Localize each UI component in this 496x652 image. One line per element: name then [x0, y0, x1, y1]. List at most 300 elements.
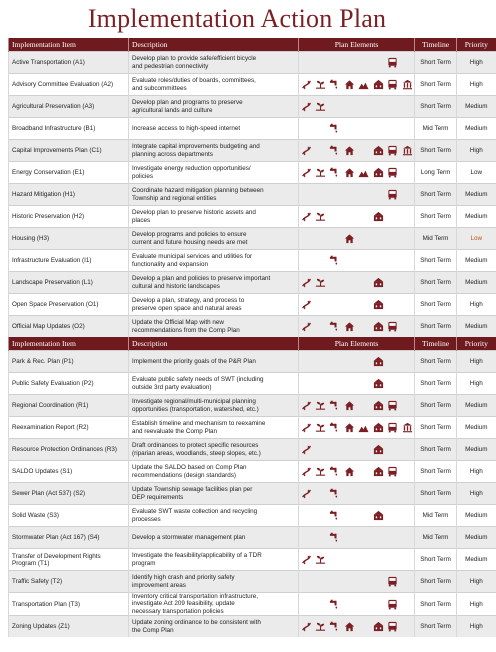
bus-icon	[386, 466, 401, 477]
plan-element-cell	[371, 96, 386, 118]
plan-element-cell	[299, 417, 314, 439]
table-row	[9, 571, 496, 593]
plan-element-cell	[313, 162, 328, 184]
plan-element-cell	[342, 118, 357, 140]
priority-value: Medium	[457, 439, 496, 461]
header-implementation-item: Implementation Item	[9, 337, 129, 351]
table-row	[9, 96, 496, 118]
community-icon	[371, 378, 386, 389]
item-description	[129, 616, 299, 638]
description-line: Update the Official Map with new	[132, 319, 224, 327]
plan-element-cell	[357, 162, 372, 184]
plan-element-cell	[313, 505, 328, 527]
transport-icon	[299, 400, 313, 411]
item-description	[129, 250, 299, 272]
implementation-item	[9, 571, 129, 593]
agriculture-icon	[313, 211, 328, 222]
plan-element-cell	[328, 118, 343, 140]
implementation-item	[9, 439, 129, 461]
plan-element-cell	[313, 206, 328, 228]
table-row	[9, 316, 496, 338]
header-description: Description	[129, 38, 299, 52]
bus-icon	[386, 145, 401, 156]
plan-element-cell	[342, 549, 357, 571]
table-row	[9, 184, 496, 206]
landscape-icon	[357, 167, 372, 178]
plan-element-cell	[342, 351, 357, 373]
plan-element-cell	[400, 162, 415, 184]
header-plan-elements: Plan Elements	[299, 38, 415, 52]
plan-element-cell	[299, 96, 314, 118]
plan-element-cell	[299, 162, 314, 184]
housing-icon	[342, 621, 357, 632]
description-line: Investigate energy reduction opportunities/	[132, 165, 251, 173]
transport-icon	[299, 299, 313, 310]
plan-element-cell	[313, 228, 328, 250]
timeline-value: Short Term	[415, 250, 457, 272]
timeline-value: Short Term	[415, 52, 457, 74]
table-row	[9, 417, 496, 439]
plan-element-cell	[313, 527, 328, 549]
implementation-item-name: Capital Improvements Plan (C1)	[12, 147, 102, 154]
item-description	[129, 373, 299, 395]
table-row	[9, 250, 496, 272]
plan-element-cell	[386, 571, 401, 593]
priority-value: Medium	[457, 250, 496, 272]
priority-value: Medium	[457, 272, 496, 294]
plan-element-cell	[371, 616, 386, 638]
plan-element-cell	[328, 184, 343, 206]
plan-element-cell	[386, 52, 401, 74]
plan-element-cell	[371, 74, 386, 96]
transport-icon	[299, 444, 313, 455]
item-description	[129, 184, 299, 206]
infrastructure-icon	[328, 422, 343, 433]
plan-element-cell	[386, 294, 401, 316]
implementation-item-name: Transfer of Development Rights	[12, 552, 101, 560]
plan-element-cell	[400, 96, 415, 118]
timeline-value: Mid Term	[415, 527, 457, 549]
implementation-item	[9, 206, 129, 228]
plan-element-cell	[342, 250, 357, 272]
plan-element-cell	[371, 316, 386, 338]
plan-element-cell	[386, 316, 401, 338]
description-line: Develop plan and programs to preserve	[132, 99, 243, 107]
plan-element-cell	[313, 593, 328, 616]
table-row	[9, 483, 496, 505]
implementation-item-name: Stormwater Plan (Act 167) (S4)	[12, 534, 100, 541]
agriculture-icon	[313, 466, 328, 477]
bus-icon	[386, 599, 401, 610]
description-line: Establish timeline and mechanism to reexamine	[132, 420, 266, 428]
community-icon	[371, 145, 386, 156]
plan-element-cell	[342, 373, 357, 395]
description-line: Investigate the feasibility/applicability of a TDR	[132, 552, 262, 560]
plan-element-cell	[342, 439, 357, 461]
plan-element-cell	[342, 616, 357, 638]
plan-element-cell	[328, 52, 343, 74]
implementation-item	[9, 373, 129, 395]
description-line: Inventory critical transportation infrastructure,	[132, 593, 258, 600]
timeline-value: Short Term	[415, 571, 457, 593]
priority-value: Medium	[457, 549, 496, 571]
implementation-item-name: Sewer Plan (Act 537) (S2)	[12, 490, 86, 497]
plan-element-cell	[328, 250, 343, 272]
description-line: Township and regional entities	[132, 194, 217, 202]
description-line: improvement areas	[132, 581, 186, 589]
implementation-item	[9, 316, 129, 338]
plan-element-cell	[313, 74, 328, 96]
implementation-item	[9, 505, 129, 527]
plan-element-cell	[357, 571, 372, 593]
plan-element-cell	[400, 505, 415, 527]
transport-icon	[299, 554, 313, 565]
description-line: cultural and historic landscapes	[132, 282, 220, 290]
implementation-item	[9, 74, 129, 96]
transport-icon	[299, 101, 313, 112]
implementation-item-name: Official Map Updates (O2)	[12, 323, 85, 330]
community-icon	[371, 422, 386, 433]
transport-icon	[299, 422, 313, 433]
table-row	[9, 294, 496, 316]
description-line: recommendations (design standards)	[132, 471, 236, 479]
implementation-item	[9, 294, 129, 316]
item-description	[129, 395, 299, 417]
plan-element-cell	[386, 228, 401, 250]
implementation-item-name: Open Space Preservation (O1)	[12, 301, 99, 308]
plan-element-cell	[342, 52, 357, 74]
bus-icon	[386, 576, 401, 587]
plan-element-cell	[328, 373, 343, 395]
table-row	[9, 593, 496, 616]
plan-element-cell	[386, 272, 401, 294]
transport-icon	[299, 488, 313, 499]
header-description: Description	[129, 337, 299, 351]
plan-element-cell	[328, 96, 343, 118]
description-line: and reevaluate the Comp Plan	[132, 427, 218, 435]
timeline-value: Short Term	[415, 140, 457, 162]
plan-element-cell	[299, 140, 314, 162]
transport-icon	[299, 145, 313, 156]
plan-element-cell	[371, 52, 386, 74]
plan-element-cell	[357, 593, 372, 616]
infrastructure-icon	[328, 321, 343, 332]
item-description	[129, 162, 299, 184]
item-description	[129, 527, 299, 549]
implementation-item-name: Historic Preservation (H2)	[12, 213, 85, 220]
housing-icon	[342, 400, 357, 411]
plan-element-cell	[357, 96, 372, 118]
description-line: Investigate regional/multi-municipal planning	[132, 398, 256, 406]
priority-value: High	[457, 373, 496, 395]
timeline-value: Mid Term	[415, 505, 457, 527]
community-icon	[371, 321, 386, 332]
plan-element-cell	[299, 571, 314, 593]
item-description	[129, 228, 299, 250]
priority-value: High	[457, 140, 496, 162]
plan-element-cell	[400, 461, 415, 483]
transport-icon	[299, 321, 313, 332]
implementation-item	[9, 140, 129, 162]
community-icon	[371, 356, 386, 367]
item-description	[129, 272, 299, 294]
description-line: Develop plan to provide safe/efficient bicycle	[132, 55, 257, 63]
implementation-item-name: Advisory Committee Evaluation (A2)	[12, 81, 114, 88]
plan-element-cell	[357, 395, 372, 417]
plan-element-cell	[386, 74, 401, 96]
transport-icon	[299, 167, 313, 178]
infrastructure-icon	[328, 123, 343, 134]
plan-element-cell	[328, 294, 343, 316]
housing-icon	[342, 145, 357, 156]
plan-element-cell	[386, 483, 401, 505]
plan-element-cell	[313, 184, 328, 206]
timeline-value: Short Term	[415, 294, 457, 316]
priority-value: High	[457, 52, 496, 74]
plan-element-cell	[386, 395, 401, 417]
plan-element-cell	[299, 395, 314, 417]
bus-icon	[386, 621, 401, 632]
plan-element-cell	[371, 571, 386, 593]
plan-element-cell	[299, 351, 314, 373]
implementation-item-name: Public Safety Evaluation (P2)	[12, 380, 94, 387]
priority-value: High	[457, 461, 496, 483]
landscape-icon	[357, 79, 372, 90]
description-line: current and future housing needs are met	[132, 238, 248, 246]
transport-icon	[299, 277, 313, 288]
table-row	[9, 505, 496, 527]
plan-element-cell	[400, 250, 415, 272]
plan-element-cell	[400, 351, 415, 373]
bus-icon	[386, 57, 401, 68]
table-row	[9, 74, 496, 96]
description-line: Integrate capital improvements budgeting and	[132, 143, 260, 151]
plan-element-cell	[299, 593, 314, 616]
bus-icon	[386, 189, 401, 200]
plan-element-cell	[299, 483, 314, 505]
agriculture-icon	[313, 554, 328, 565]
agriculture-icon	[313, 79, 328, 90]
timeline-value: Short Term	[415, 74, 457, 96]
table-row	[9, 373, 496, 395]
implementation-item	[9, 593, 129, 616]
timeline-value: Short Term	[415, 439, 457, 461]
priority-value: Medium	[457, 184, 496, 206]
implementation-item-name: SALDO Updates (S1)	[12, 468, 73, 475]
table-row	[9, 206, 496, 228]
plan-element-cell	[386, 461, 401, 483]
priority-value: High	[457, 483, 496, 505]
description-line: Update Township sewage facilities plan per	[132, 486, 253, 494]
plan-element-cell	[371, 461, 386, 483]
plan-element-cell	[328, 417, 343, 439]
description-line: Develop plan to preserve historic assets and	[132, 209, 256, 217]
table-row	[9, 228, 496, 250]
plan-element-cell	[342, 228, 357, 250]
priority-value: Medium	[457, 527, 496, 549]
item-description	[129, 571, 299, 593]
implementation-item	[9, 351, 129, 373]
plan-element-cell	[299, 461, 314, 483]
plan-element-cell	[386, 616, 401, 638]
description-line: policies	[132, 172, 153, 180]
description-line: and subcommittees	[132, 84, 187, 92]
plan-element-cell	[313, 461, 328, 483]
timeline-value: Short Term	[415, 351, 457, 373]
implementation-item-name: Energy Conservation (E1)	[12, 169, 85, 176]
plan-element-cell	[400, 593, 415, 616]
description-line: Update the SALDO based on Comp Plan	[132, 464, 247, 472]
item-description	[129, 140, 299, 162]
plan-element-cell	[357, 250, 372, 272]
plan-element-cell	[299, 250, 314, 272]
plan-element-cell	[342, 162, 357, 184]
plan-element-cell	[371, 272, 386, 294]
item-description	[129, 118, 299, 140]
plan-element-cell	[400, 206, 415, 228]
plan-element-cell	[357, 140, 372, 162]
description-line: opportunities (transportation, watershed, etc.)	[132, 405, 259, 413]
description-line: Evaluate SWT waste collection and recycling	[132, 508, 258, 516]
plan-element-cell	[357, 294, 372, 316]
item-description	[129, 351, 299, 373]
priority-value: Medium	[457, 206, 496, 228]
plan-element-cell	[328, 549, 343, 571]
description-line: investigate Act 209 feasibility, update	[132, 600, 235, 608]
plan-element-cell	[371, 505, 386, 527]
implementation-item	[9, 96, 129, 118]
implementation-item-name: Hazard Mitigation (H1)	[12, 191, 75, 198]
plan-element-cell	[342, 505, 357, 527]
description-line: recommendations from the Comp Plan	[132, 326, 240, 334]
priority-value: High	[457, 351, 496, 373]
infrastructure-icon	[328, 255, 343, 266]
item-description	[129, 316, 299, 338]
plan-element-cell	[313, 250, 328, 272]
infrastructure-icon	[328, 79, 343, 90]
infrastructure-icon	[328, 167, 343, 178]
description-line: functionality and expansion	[132, 260, 208, 268]
plan-element-cell	[400, 316, 415, 338]
plan-element-cell	[400, 616, 415, 638]
plan-element-cell	[313, 571, 328, 593]
plan-element-cell	[357, 206, 372, 228]
table-row	[9, 461, 496, 483]
description-line: Evaluate public safety needs of SWT (including	[132, 376, 264, 384]
historic-icon	[400, 145, 414, 156]
plan-element-cell	[357, 527, 372, 549]
plan-element-cell	[357, 483, 372, 505]
plan-element-cell	[342, 140, 357, 162]
plan-element-cell	[299, 294, 314, 316]
plan-element-cell	[328, 616, 343, 638]
infrastructure-icon	[328, 532, 343, 543]
plan-element-cell	[328, 162, 343, 184]
description-line: DEP requirements	[132, 493, 184, 501]
description-line: necessary transportation policies	[132, 607, 224, 615]
table-row	[9, 616, 496, 638]
header-plan-elements: Plan Elements	[299, 337, 415, 351]
infrastructure-icon	[328, 621, 343, 632]
plan-element-cell	[299, 228, 314, 250]
plan-element-cell	[342, 571, 357, 593]
plan-element-cell	[328, 206, 343, 228]
infrastructure-icon	[328, 145, 343, 156]
table-row	[9, 272, 496, 294]
action-plan-table	[8, 38, 496, 637]
historic-icon	[400, 79, 414, 90]
plan-element-cell	[371, 483, 386, 505]
plan-element-cell	[386, 505, 401, 527]
plan-element-cell	[386, 439, 401, 461]
plan-element-cell	[386, 351, 401, 373]
implementation-item	[9, 184, 129, 206]
header-priority: Priority	[457, 337, 496, 351]
plan-element-cell	[299, 272, 314, 294]
item-description	[129, 483, 299, 505]
plan-element-cell	[357, 616, 372, 638]
plan-element-cell	[313, 483, 328, 505]
plan-element-cell	[371, 294, 386, 316]
plan-element-cell	[342, 74, 357, 96]
description-line: Update zoning ordinance to be consistent with	[132, 619, 261, 627]
timeline-value: Short Term	[415, 483, 457, 505]
implementation-item-name: Agricultural Preservation (A3)	[12, 103, 95, 110]
plan-element-cell	[299, 373, 314, 395]
plan-element-cell	[342, 483, 357, 505]
description-line: Identify high crash and priority safety	[132, 574, 235, 582]
table-row	[9, 351, 496, 373]
implementation-item	[9, 250, 129, 272]
plan-element-cell	[299, 118, 314, 140]
plan-element-cell	[313, 52, 328, 74]
transport-icon	[299, 211, 313, 222]
plan-element-cell	[371, 549, 386, 571]
plan-element-cell	[371, 250, 386, 272]
plan-element-cell	[342, 294, 357, 316]
community-icon	[371, 400, 386, 411]
plan-element-cell	[400, 483, 415, 505]
plan-element-cell	[313, 294, 328, 316]
plan-element-cell	[299, 505, 314, 527]
implementation-item-name: Infrastructure Evaluation (I1)	[12, 257, 92, 264]
plan-element-cell	[342, 272, 357, 294]
timeline-value: Short Term	[415, 316, 457, 338]
description-line: Implement the priority goals of the P&R Plan	[132, 357, 256, 365]
implementation-item	[9, 395, 129, 417]
plan-element-cell	[342, 593, 357, 616]
priority-value: Low	[457, 228, 496, 250]
plan-element-cell	[357, 439, 372, 461]
plan-element-cell	[342, 96, 357, 118]
plan-element-cell	[371, 140, 386, 162]
header-timeline: Timeline	[415, 38, 457, 52]
timeline-value: Short Term	[415, 395, 457, 417]
description-line: Increase access to high-speed internet	[132, 124, 241, 132]
plan-element-cell	[299, 184, 314, 206]
implementation-item-name: Park & Rec. Plan (P1)	[12, 358, 74, 365]
agriculture-icon	[313, 101, 328, 112]
implementation-item	[9, 461, 129, 483]
plan-element-cell	[299, 206, 314, 228]
housing-icon	[342, 321, 357, 332]
table-row	[9, 395, 496, 417]
implementation-item-name: Regional Coordination (R1)	[12, 402, 89, 409]
agriculture-icon	[313, 167, 328, 178]
plan-element-cell	[371, 184, 386, 206]
bus-icon	[386, 167, 401, 178]
plan-element-cell	[371, 527, 386, 549]
